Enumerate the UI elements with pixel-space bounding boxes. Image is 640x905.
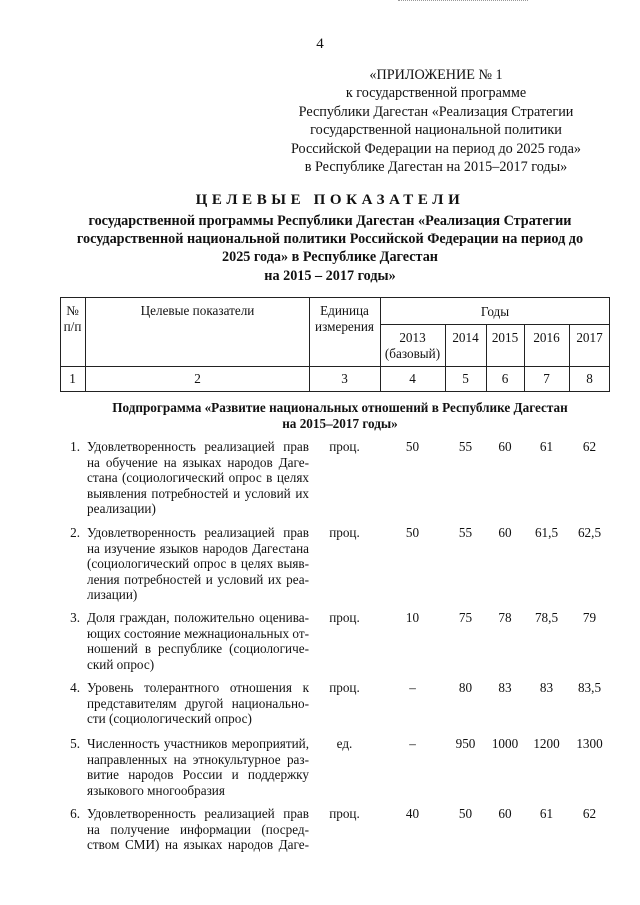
appendix-line: Республики Дагестан «Реализация Стратегии [298,103,574,120]
subprogram-heading [60,400,620,432]
value-2015: 60 [498,806,512,821]
value-2015: 60 [498,525,512,540]
indicator-line: на получение информации (посред- [87,821,309,837]
value-2016: 83 [539,680,554,695]
indicator-line: Удовлетворенность реализацией прав [87,806,309,821]
row-unit: ед. [336,736,353,751]
subprogram-line: Подпрограмма «Развитие национальных отношений в Республике Дагестан [112,400,568,415]
indicator-line: Доля граждан, положительно оценива- [87,610,309,625]
header-year-2016: 2016 [533,330,560,345]
page-number: 4 [316,36,324,52]
row-indicator [87,525,309,603]
scan-artifact [398,0,528,7]
row-number: 4. [70,680,80,695]
row-number: 1. [70,439,80,454]
indicator-line: ский опрос) [87,656,155,672]
value-2016: 61,5 [534,525,559,540]
appendix-line: в Республике Дагестан на 2015–2017 годы» [304,159,568,176]
value-2015: 60 [498,439,512,454]
value-2017: 62,5 [577,525,602,540]
appendix-line: Российской Федерации на период до 2025 года» [290,140,582,157]
indicator-line: сти (социологический опрос) [87,711,252,727]
indicator-line: представителям другой национально- [87,695,309,711]
row-unit: проц. [329,439,360,454]
value-2016: 61 [539,806,554,821]
value-2014: 75 [458,610,473,625]
value-2014: 55 [458,439,473,454]
col-number: 8 [586,371,593,386]
indicator-line: на изучение языков народов Дагестана [87,540,309,556]
header-num-line: п/п [63,319,82,334]
appendix-line: государственной национальной политики [310,122,562,139]
header-year-line: (базовый) [384,346,441,361]
col-number: 4 [409,371,416,386]
indicator-line: Удовлетворенность реализацией прав [87,439,309,454]
indicator-line: направленных на этнокультурное раз- [87,751,309,767]
row-indicator [87,439,309,517]
indicator-line: Удовлетворенность реализацией прав [87,525,309,540]
header-year-2013 [380,330,445,362]
document-title: ЦЕЛЕВЫЕ ПОКАЗАТЕЛИ [195,192,465,208]
indicator-line: ющих состояние межнациональных от- [87,625,309,641]
col-number: 2 [194,371,201,386]
years-divider [380,324,610,325]
appendix-line: к государственной программе [345,85,527,102]
indicator-line: Численность участников мероприятий, [87,736,309,751]
value-2016: 78,5 [534,610,559,625]
subtitle-line: государственной программы Республики Дагестан «Реализация Стратегии [88,213,572,229]
row-unit: проц. [329,680,360,695]
indicator-line: реализации) [87,501,156,517]
header-years: Годы [480,304,510,319]
value-2014: 80 [458,680,473,695]
value-2015: 78 [498,610,512,625]
row-number: 2. [70,525,80,540]
row-unit: проц. [329,806,360,821]
row-indicator [87,680,309,727]
indicator-line: витие народов России и поддержку [87,767,309,783]
indicator-line: (социологический опрос в целях выяв- [87,556,309,572]
row-unit: проц. [329,610,360,625]
value-2013: – [409,680,416,695]
indicator-line: ством СМИ) на языках народов Даге- [87,837,309,853]
value-2013: 50 [405,525,420,540]
value-2017: 83,5 [577,680,602,695]
col-number: 6 [501,371,509,386]
indicator-line: выявления потребностей и условий их [87,485,309,501]
table-border-bottom [60,391,610,392]
row-number: 3. [70,610,80,625]
value-2014: 50 [458,806,473,821]
header-indicators: Целевые показатели [140,303,255,318]
col-number: 7 [543,371,550,386]
header-unit-line: измерения [315,319,374,334]
indicator-line: Уровень толерантного отношения к [87,680,309,695]
header-num-line: № [66,303,79,318]
indicator-line: лизации) [87,587,138,603]
appendix-header [286,66,586,176]
value-2014: 55 [458,525,473,540]
value-2015: 1000 [491,736,519,751]
value-2013: 50 [405,439,420,454]
col-number: 1 [69,371,76,386]
row-number: 6. [70,806,80,821]
indicator-line: на обучение на языках народов Даге- [87,454,309,470]
indicator-line: ления потребностей и условий их реа- [87,571,309,587]
table-border-top [60,297,610,298]
header-year-line: 2013 [399,330,426,345]
col-number: 5 [462,371,469,386]
indicator-line: стана (социологический опрос в целях [87,470,309,486]
value-2017: 62 [582,439,597,454]
subtitle-line: государственной национальной политики Российской Федерации на период до [76,231,584,248]
value-2017: 79 [582,610,597,625]
document-subtitle [40,212,620,285]
header-year-2014: 2014 [452,330,479,345]
subtitle-line: 2025 года» в Республике Дагестан [222,249,438,266]
subprogram-line: на 2015–2017 годы» [282,416,398,431]
indicator-line: ношений в республике (социологиче- [87,641,309,657]
header-unit [309,303,380,335]
header-year-2015: 2015 [491,330,519,345]
header-bottom [60,366,610,367]
indicator-line: языкового многообразия [87,782,225,798]
row-indicator [87,806,309,853]
row-number: 5. [70,736,80,751]
value-2013: 40 [405,806,420,821]
row-indicator [87,736,309,798]
header-unit-line: Единица [320,303,369,318]
header-num [60,303,85,335]
value-2015: 83 [498,680,512,695]
value-2013: – [409,736,416,751]
value-2017: 1300 [576,736,603,751]
col-number: 3 [341,371,348,386]
value-2017: 62 [582,806,597,821]
value-2016: 61 [539,439,554,454]
appendix-line: «ПРИЛОЖЕНИЕ № 1 [369,67,503,83]
row-unit: проц. [329,525,360,540]
value-2013: 10 [405,610,420,625]
row-indicator [87,610,309,672]
header-year-2017: 2017 [576,330,603,345]
value-2014: 950 [455,736,476,751]
subtitle-line: на 2015 – 2017 годы» [264,267,396,284]
value-2016: 1200 [533,736,560,751]
